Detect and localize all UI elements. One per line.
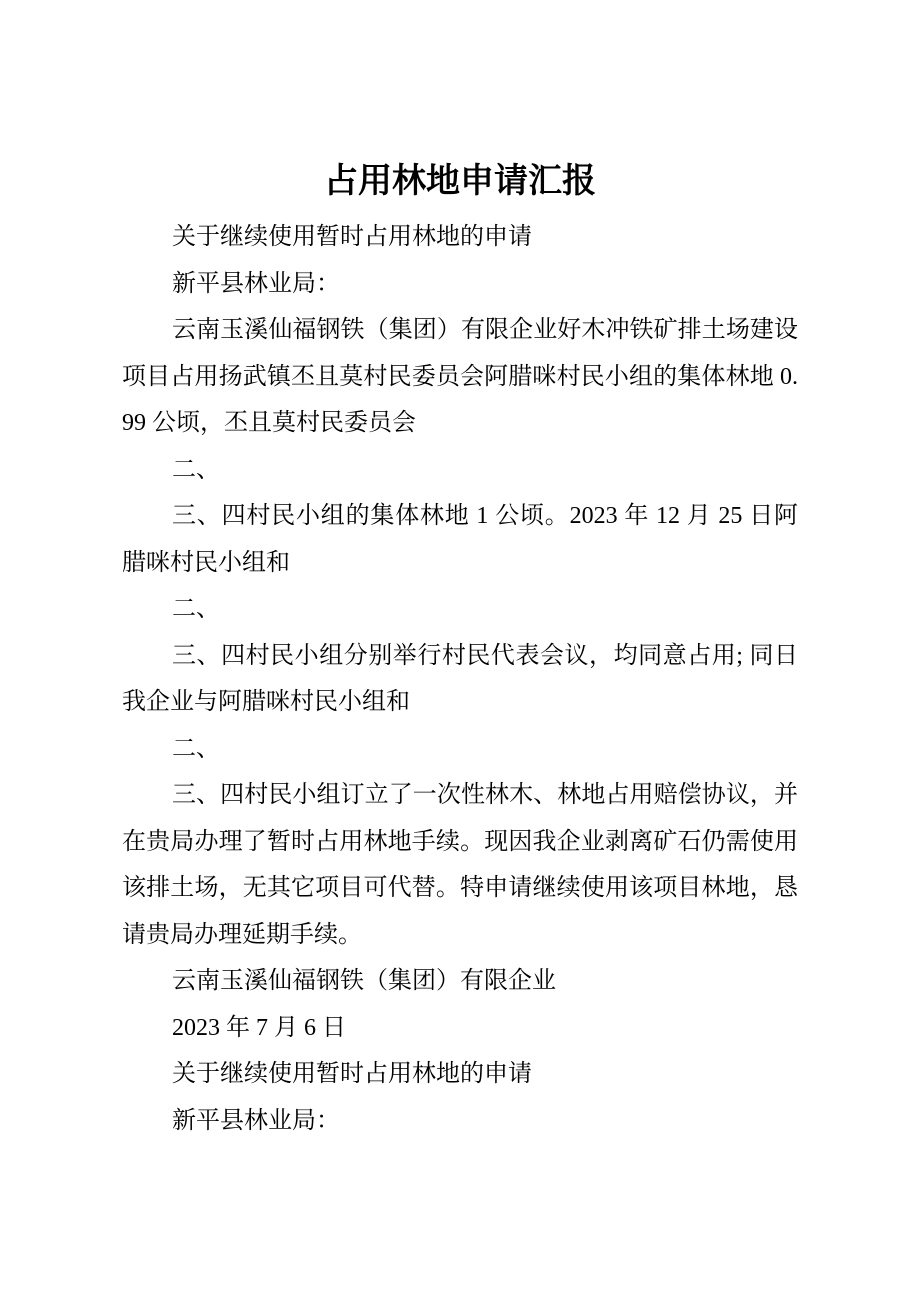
document-paragraph: 关于继续使用暂时占用林地的申请 <box>172 224 532 250</box>
document-paragraph: 二、 <box>172 735 220 762</box>
document-paragraph: 2023 年 7 月 6 日 <box>172 1014 346 1041</box>
document-title: 占用林地申请汇报 <box>324 163 596 200</box>
document-paragraph: 三、四村民小组订立了一次性林木、林地占用赔偿协议，并在贵局办理了暂时占用林地手续。现因我企业剥离矿石仍需使用该排土场，无其它项目可代替。特申请继续使用该项目林地，恳请贵局办理延期手续。 <box>122 782 798 948</box>
document-paragraph: 三、四村民小组的集体林地 1 公顷。2023 年 12 月 25 日阿腊咪村民小组和 <box>122 503 798 576</box>
document-paragraph: 新平县林业局： <box>172 1107 340 1134</box>
document-body <box>122 214 798 1144</box>
document-content <box>122 156 798 1144</box>
document-paragraph: 云南玉溪仙福钢铁（集团）有限企业好木冲铁矿排土场建设项目占用扬武镇丕且莫村民委员会阿腊咪村民小组的集体林地 0.99 公顷，丕且莫村民委员会 <box>122 317 798 436</box>
document-paragraph: 二、 <box>172 456 220 483</box>
document-paragraph: 云南玉溪仙福钢铁（集团）有限企业 <box>172 968 556 994</box>
document-paragraph: 关于继续使用暂时占用林地的申请 <box>172 1061 532 1087</box>
document-paragraph: 三、四村民小组分别举行村民代表会议，均同意占用; 同日我企业与阿腊咪村民小组和 <box>122 642 798 715</box>
document-paragraph: 新平县林业局： <box>172 270 340 297</box>
document-paragraph: 二、 <box>172 596 220 622</box>
